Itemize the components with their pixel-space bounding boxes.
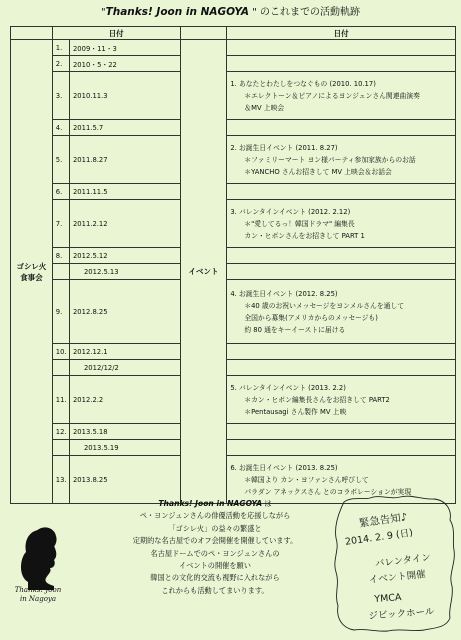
footer-line-5: イベントの開催を願い (179, 561, 251, 571)
footer-line-6: 韓国との文化的交流も視野に入れながら (150, 573, 280, 583)
row-number: 3. (52, 72, 69, 120)
table-row (11, 72, 456, 120)
row-number: 11. (52, 376, 69, 424)
row-date: 2012.2.2 (69, 376, 180, 424)
row-date: 2012.5.12 (69, 248, 180, 264)
footer-brand: Thanks! Joon in NAGOYA (158, 499, 263, 508)
activity-line: ＊韓国より カン・ヨファンさん呼びして (244, 475, 369, 484)
row-activity (227, 120, 456, 136)
category-cell: ゴシレ火食事会 (11, 40, 53, 504)
row-date: 2010・5・22 (69, 56, 180, 72)
notice-line-4: イベント開催 (368, 569, 427, 586)
table-row (11, 264, 456, 280)
row-date: 2013.5.19 (69, 440, 180, 456)
row-number: 9. (52, 280, 69, 344)
row-date: 2012.12.1 (69, 344, 180, 360)
activity-table (10, 26, 456, 504)
row-activity (227, 264, 456, 280)
table-row (11, 440, 456, 456)
footer-text (65, 498, 365, 597)
row-number (52, 360, 69, 376)
row-activity (227, 136, 456, 184)
table-header-row (11, 27, 456, 40)
notice-line-3: バレンタイン (374, 552, 432, 570)
row-number: 12. (52, 424, 69, 440)
table-header-blank (11, 27, 53, 40)
table-row (11, 424, 456, 440)
row-activity (227, 72, 456, 120)
activity-line: ＊40 歳のお祝いメッセージをヨンメルさんを通して (244, 301, 405, 310)
row-date: 2012.5.13 (69, 264, 180, 280)
row-date: 2011.8.27 (69, 136, 180, 184)
footer-line-1: ペ・ヨンジュンさんの俳優活動を応援しながら (139, 511, 291, 521)
row-date: 2013.8.25 (69, 456, 180, 504)
footer-brand-suffix: は (262, 499, 272, 508)
notice-line-2: 2014. 2. 9 (日) (344, 527, 414, 548)
row-date: 2013.5.18 (69, 424, 180, 440)
footer-line-2: 「ゴシレ火」の益々の繁盛と (168, 523, 262, 533)
row-date: 2010.11.3 (69, 72, 180, 120)
activity-line: 6. お誕生日イベント (2013. 8.25) (230, 463, 338, 472)
activity-line: 全国から募集(アメリカからのメッセージも) (244, 313, 378, 322)
activity-line: 5. バレンタインイベント (2013. 2.2) (230, 383, 346, 392)
table-row (11, 280, 456, 344)
row-date: 2009・11・3 (69, 40, 180, 56)
row-activity (227, 280, 456, 344)
table-row (11, 248, 456, 264)
row-number: 7. (52, 200, 69, 248)
activity-line: ＊YANCHO さんお招きして MV 上映会＆お話会 (244, 167, 392, 176)
row-activity (227, 376, 456, 424)
activity-line: 4. お誕生日イベント (2012. 8.25) (230, 289, 338, 298)
title-brand: Thanks! Joon in NAGOYA (105, 6, 250, 18)
activity-line: ＊"愛してるっ！韓国ドラマ" 編集長 (244, 219, 355, 228)
footer-line-3: 定期的な名古屋でのオフ会開催を開催しています。 (132, 536, 298, 546)
footer-line-4: 名古屋ドームでのペ・ヨンジュンさんの (150, 548, 280, 558)
notice-line-5: YMCA (374, 592, 402, 605)
table-header-date-right: 日付 (227, 27, 456, 40)
table-header-date-left: 日付 (52, 27, 180, 40)
table-header-blank-mid (180, 27, 227, 40)
row-number: 4. (52, 120, 69, 136)
row-date: 2011.5.7 (69, 120, 180, 136)
table-row (11, 40, 456, 56)
row-activity (227, 56, 456, 72)
activity-line: 2. お誕生日イベント (2011. 8.27) (230, 143, 338, 152)
row-number: 10. (52, 344, 69, 360)
row-date: 2012/12/2 (69, 360, 180, 376)
row-number: 1. (52, 40, 69, 56)
notice-line-1: 緊急告知♪ (358, 511, 409, 530)
activity-line: ＊カン・ヒボン編集長さんをお招きして PART2 (244, 395, 390, 404)
table-row (11, 200, 456, 248)
row-activity (227, 40, 456, 56)
footer-brand-line (65, 498, 365, 510)
title-quote: " (100, 7, 106, 18)
row-date: 2011.2.12 (69, 200, 180, 248)
title-rest: " のこれまでの活動軌跡 (249, 7, 361, 18)
logo-text (8, 586, 68, 604)
row-number (52, 440, 69, 456)
activity-line: 約 80 通をキーイーストに届ける (244, 325, 346, 334)
page-title (0, 3, 461, 18)
table-row (11, 376, 456, 424)
activity-line: ＊Pentausagi さん製作 MV 上映 (244, 407, 347, 416)
row-activity (227, 360, 456, 376)
activity-line: パラダン アネックスさん とのコラボレーションが実現 (244, 487, 412, 496)
activity-line: 1. あなたとわたしをつなぐもの (2010. 10.17) (230, 79, 376, 88)
table-row (11, 136, 456, 184)
row-number: 5. (52, 136, 69, 184)
row-activity (227, 344, 456, 360)
row-date: 2012.8.25 (69, 280, 180, 344)
table-row (11, 56, 456, 72)
row-activity (227, 200, 456, 248)
row-number: 8. (52, 248, 69, 264)
activity-line: カン・ヒボンさんをお招きして PART 1 (244, 231, 365, 240)
table-row (11, 120, 456, 136)
table-row (11, 344, 456, 360)
activity-line: 3. バレンタインイベント (2012. 2.12) (230, 207, 351, 216)
row-activity (227, 424, 456, 440)
row-number: 2. (52, 56, 69, 72)
row-activity (227, 440, 456, 456)
event-label-cell: イベント (180, 40, 227, 504)
row-number (52, 264, 69, 280)
row-activity (227, 248, 456, 264)
row-date: 2011.11.5 (69, 184, 180, 200)
logo-line2: in Nagoya (19, 595, 57, 603)
footer-line-7: これからも活動してまいります。 (161, 585, 269, 595)
silhouette-logo (14, 512, 64, 622)
notice-line-6: ジビックホール (368, 606, 435, 622)
activity-line: ＊ファミリーマート ヨン様パーティ参加家族からのお話 (244, 155, 416, 164)
row-number: 6. (52, 184, 69, 200)
logo-line1: Thanks! Joon (14, 586, 62, 594)
activity-line: ＊エレクトーン＆ピアノによるヨンジュンさん関連曲演奏 (244, 91, 420, 100)
row-activity (227, 184, 456, 200)
activity-line: ＆MV 上映会 (244, 103, 285, 112)
handwritten-notice (330, 494, 458, 634)
table-row (11, 184, 456, 200)
table-row (11, 360, 456, 376)
row-number: 13. (52, 456, 69, 504)
